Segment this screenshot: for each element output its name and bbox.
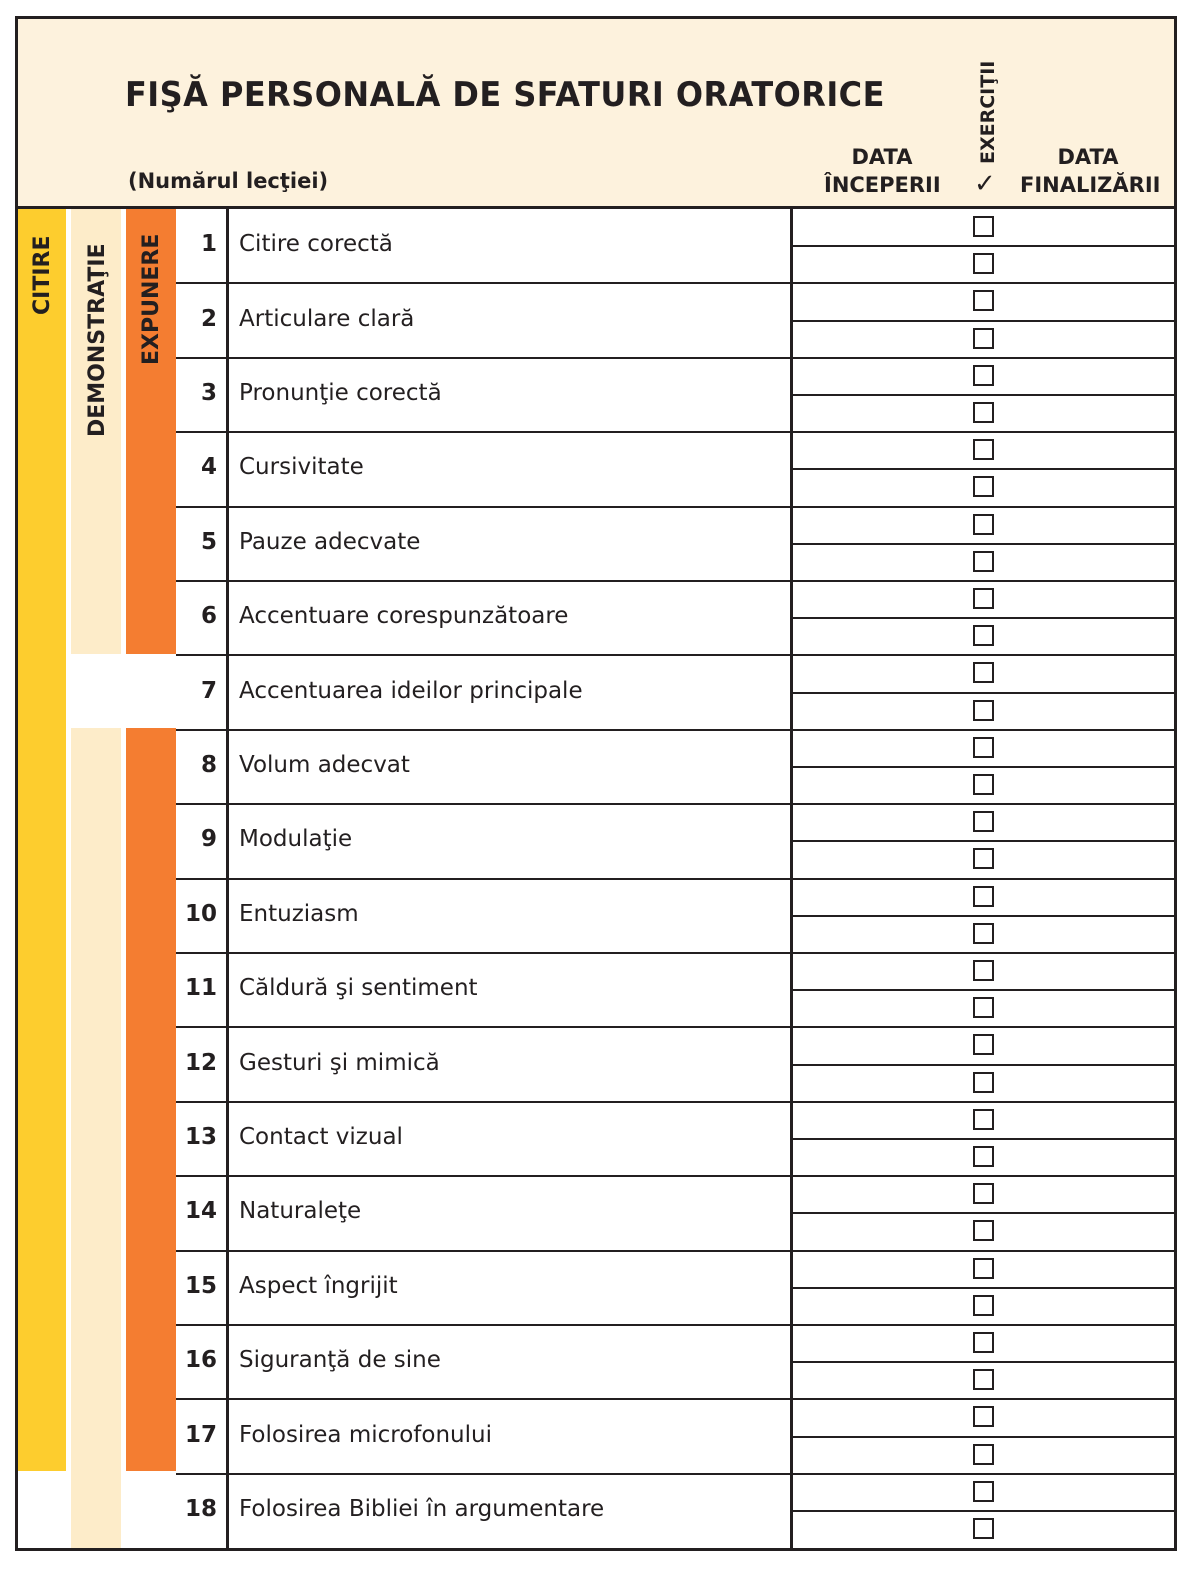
exercises-header-label: EXERCIŢII: [977, 60, 999, 164]
exercise-checkbox[interactable]: [973, 1034, 994, 1055]
exercise-checkbox[interactable]: [973, 365, 994, 386]
lesson-label: Folosirea Bibliei în argumentare: [239, 1495, 605, 1522]
lesson-number: 15: [184, 1272, 217, 1299]
row-subdivider: [790, 989, 1174, 991]
exercise-checkbox[interactable]: [973, 1258, 994, 1279]
end-date-header: [1020, 143, 1161, 199]
exercise-checkbox[interactable]: [973, 737, 994, 758]
row-subdivider: [790, 245, 1174, 247]
lesson-row: [18, 1176, 1174, 1250]
lesson-row: [18, 1325, 1174, 1399]
lesson-number: 8: [200, 751, 217, 778]
lesson-number: 5: [200, 528, 217, 555]
exercise-checkbox[interactable]: [973, 1332, 994, 1353]
lesson-label: Pronunţie corectă: [239, 379, 442, 406]
row-subdivider: [790, 1510, 1174, 1512]
lesson-row: [18, 358, 1174, 432]
lesson-label: Citire corectă: [239, 231, 393, 258]
exposition-band-label: EXPUNERE: [139, 233, 164, 365]
exercise-checkbox[interactable]: [973, 1183, 994, 1204]
start-date-header-line2: ÎNCEPERII: [824, 173, 941, 197]
lesson-label: Naturaleţe: [239, 1198, 362, 1225]
row-subdivider: [790, 394, 1174, 396]
exercise-checkbox[interactable]: [973, 402, 994, 423]
exercise-checkbox[interactable]: [973, 700, 994, 721]
row-subdivider: [790, 320, 1174, 322]
exercise-checkbox[interactable]: [973, 1072, 994, 1093]
lesson-row: [18, 1399, 1174, 1473]
lesson-number: 7: [200, 677, 217, 704]
lesson-label: Folosirea microfonului: [239, 1421, 492, 1448]
exercise-checkbox[interactable]: [973, 1481, 994, 1502]
row-subdivider: [790, 1064, 1174, 1066]
reading-band-label: CITIRE: [30, 235, 55, 315]
lesson-number: 11: [184, 975, 217, 1002]
exercise-checkbox[interactable]: [973, 774, 994, 795]
end-date-header-line1: DATA: [1057, 145, 1119, 169]
lesson-row: [18, 730, 1174, 804]
exercise-checkbox[interactable]: [973, 476, 994, 497]
row-subdivider: [790, 766, 1174, 768]
lesson-label: Accentuare corespunzătoare: [239, 603, 569, 630]
lesson-label: Cursivitate: [239, 454, 364, 481]
exercise-checkbox[interactable]: [973, 662, 994, 683]
exercise-checkbox[interactable]: [973, 1406, 994, 1427]
lesson-row: [18, 209, 1174, 283]
exercise-checkbox[interactable]: [973, 811, 994, 832]
lesson-row: [18, 283, 1174, 357]
exercise-checkbox[interactable]: [973, 290, 994, 311]
demonstration-band-label: DEMONSTRAŢIE: [85, 243, 110, 437]
lesson-row: [18, 1251, 1174, 1325]
exercise-checkbox[interactable]: [973, 1109, 994, 1130]
row-subdivider: [790, 840, 1174, 842]
lesson-row: [18, 507, 1174, 581]
exercise-checkbox[interactable]: [973, 328, 994, 349]
end-date-header-line2: FINALIZĂRII: [1020, 173, 1161, 197]
exercise-checkbox[interactable]: [973, 923, 994, 944]
lesson-number: 17: [184, 1421, 217, 1448]
exercise-checkbox[interactable]: [973, 886, 994, 907]
exercise-checkbox[interactable]: [973, 551, 994, 572]
lesson-row: [18, 879, 1174, 953]
row-subdivider: [790, 1212, 1174, 1214]
lesson-number: 1: [200, 231, 217, 258]
lesson-label: Aspect îngrijit: [239, 1272, 398, 1299]
date-column-rule: [790, 209, 793, 1551]
lesson-number: 16: [184, 1347, 217, 1374]
lesson-label: Modulaţie: [239, 826, 353, 853]
lesson-label: Gesturi şi mimică: [239, 1049, 440, 1076]
row-subdivider: [790, 468, 1174, 470]
lesson-label: Articulare clară: [239, 305, 415, 332]
lesson-number: 13: [184, 1123, 217, 1150]
row-subdivider: [790, 1361, 1174, 1363]
exercise-checkbox[interactable]: [973, 1518, 994, 1539]
row-subdivider: [790, 543, 1174, 545]
row-subdivider: [790, 1436, 1174, 1438]
lesson-row: [18, 804, 1174, 878]
lesson-number: 18: [184, 1495, 217, 1522]
row-subdivider: [790, 1138, 1174, 1140]
row-subdivider: [790, 617, 1174, 619]
exercise-checkbox[interactable]: [973, 216, 994, 237]
exercise-checkbox[interactable]: [973, 588, 994, 609]
sheet-header: [18, 19, 1174, 209]
lesson-row: [18, 432, 1174, 506]
exercise-checkbox[interactable]: [973, 1369, 994, 1390]
lesson-row: [18, 1474, 1174, 1548]
lesson-row: [18, 655, 1174, 729]
lesson-number: 14: [184, 1198, 217, 1225]
page-title: FIŞĂ PERSONALĂ DE SFATURI ORATORICE: [125, 75, 885, 115]
row-subdivider: [790, 692, 1174, 694]
exercise-checkbox[interactable]: [973, 439, 994, 460]
lesson-number: 10: [184, 900, 217, 927]
lesson-number: 12: [184, 1049, 217, 1076]
lesson-label: Entuziasm: [239, 900, 359, 927]
lesson-number: 2: [200, 305, 217, 332]
start-date-header: [824, 143, 940, 199]
lesson-number: 6: [200, 603, 217, 630]
lesson-label: Pauze adecvate: [239, 528, 421, 555]
exercise-checkbox[interactable]: [973, 997, 994, 1018]
check-icon: ✓: [974, 169, 996, 199]
lesson-row: [18, 1027, 1174, 1101]
exercise-checkbox[interactable]: [973, 514, 994, 535]
counsel-sheet: [15, 16, 1177, 1551]
lesson-number: 9: [200, 826, 217, 853]
exercise-checkbox[interactable]: [973, 625, 994, 646]
exercise-checkbox[interactable]: [973, 1220, 994, 1241]
lesson-label: Siguranţă de sine: [239, 1347, 441, 1374]
exercise-checkbox[interactable]: [973, 960, 994, 981]
exercise-checkbox[interactable]: [973, 848, 994, 869]
start-date-header-line1: DATA: [851, 145, 913, 169]
lesson-label: Contact vizual: [239, 1123, 403, 1150]
row-subdivider: [790, 915, 1174, 917]
lesson-number-caption: (Numărul lecţiei): [128, 169, 329, 193]
row-subdivider: [790, 1287, 1174, 1289]
exercise-checkbox[interactable]: [973, 253, 994, 274]
lesson-row: [18, 581, 1174, 655]
lesson-label: Volum adecvat: [239, 751, 410, 778]
label-column-rule: [226, 209, 229, 1551]
lesson-number: 3: [200, 379, 217, 406]
lesson-number: 4: [200, 454, 217, 481]
exercise-checkbox[interactable]: [973, 1146, 994, 1167]
exercise-checkbox[interactable]: [973, 1444, 994, 1465]
lesson-row: [18, 1102, 1174, 1176]
lesson-label: Accentuarea ideilor principale: [239, 677, 583, 704]
exercise-checkbox[interactable]: [973, 1295, 994, 1316]
lesson-row: [18, 953, 1174, 1027]
lesson-label: Căldură şi sentiment: [239, 975, 478, 1002]
